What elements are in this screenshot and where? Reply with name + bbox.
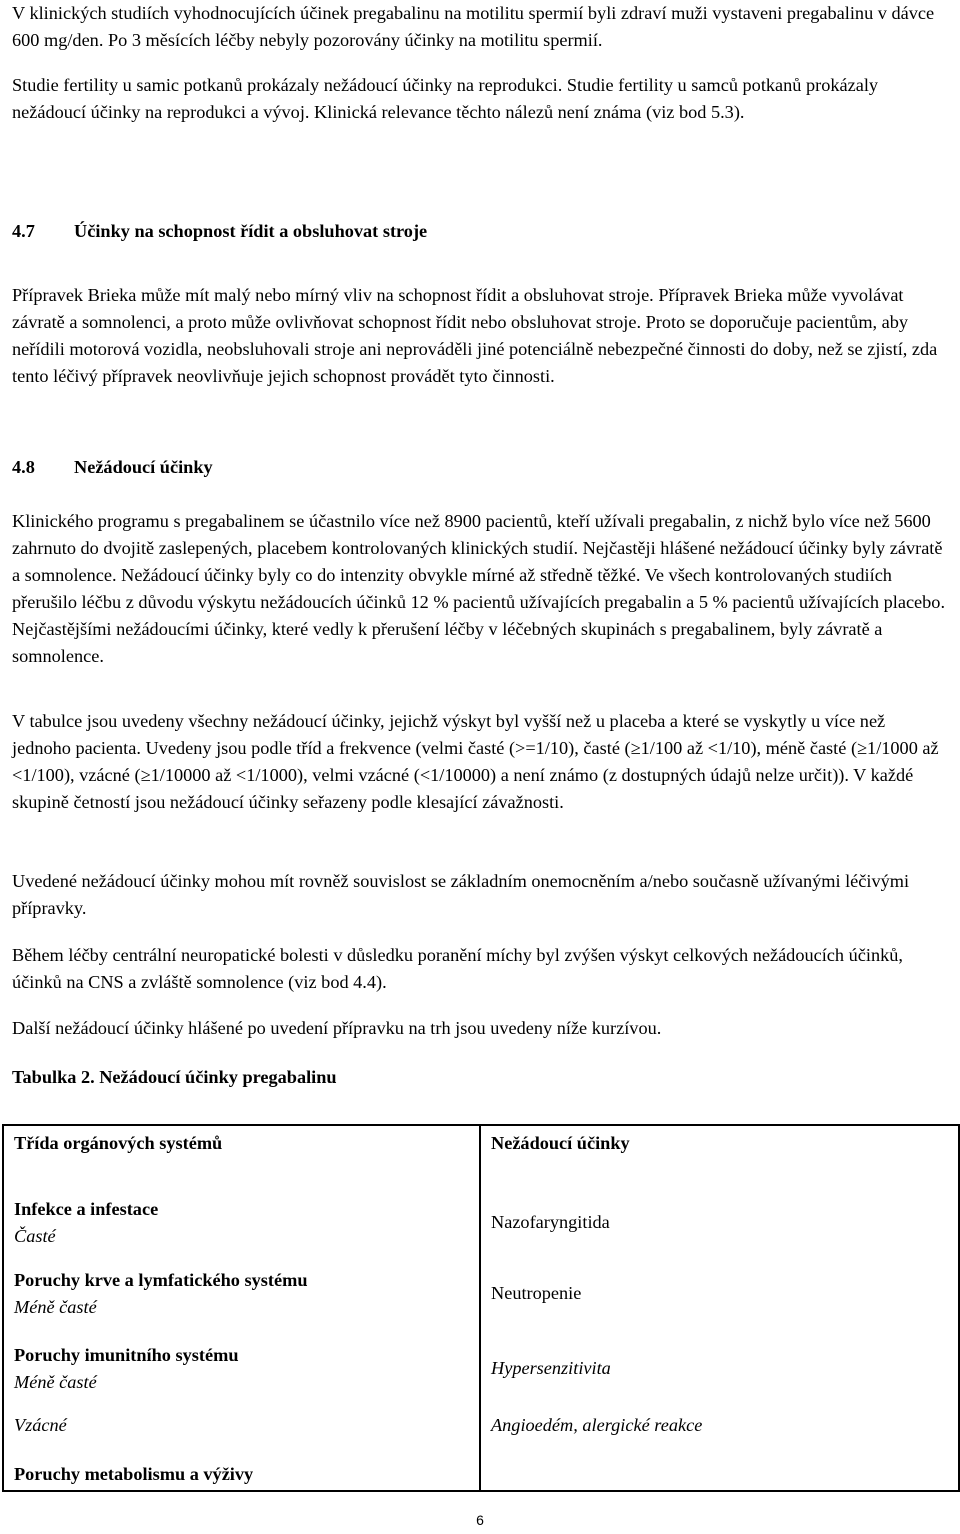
section-4-8-paragraph-5	[12, 1015, 948, 1042]
table-row	[3, 1186, 959, 1267]
header-cell-class	[3, 1125, 480, 1186]
organ-class: Infekce a infestace	[14, 1199, 159, 1219]
header-effects-label: Nežádoucí účinky	[491, 1133, 630, 1153]
organ-class: Poruchy imunitního systému	[14, 1345, 239, 1365]
effect-cell	[480, 1267, 959, 1342]
adverse-effects-table	[2, 1124, 960, 1492]
section-4-8-paragraph-3	[12, 868, 948, 922]
postmarketing-paragraph: Další nežádoucí účinky hlášené po uvedení přípravku na trh jsou uvedeny níže kurzívou.	[12, 1018, 662, 1038]
class-cell	[3, 1461, 480, 1491]
header-class-label: Třída orgánových systémů	[14, 1133, 223, 1153]
section-title: Účinky na schopnost řídit a obsluhovat stroje	[74, 221, 428, 241]
frequency: Vzácné	[14, 1415, 67, 1435]
spinal-paragraph: Během léčby centrální neuropatické bolesti v důsledku poranění míchy byl zvýšen výskyt celkových nežádoucích účinků, účinků na CNS a zvláště somnolence (viz bod 4.4).	[12, 945, 903, 992]
driving-paragraph: Přípravek Brieka může mít malý nebo mírný vliv na schopnost řídit a obsluhovat stroje. Přípravek Brieka může vyvolávat závratě a somnolenci, a proto může ovlivňovat schopnost řídit nebo obsluhovat stroje. Proto se doporučuje pacientům, aby neřídili motorová vozidla, neobsluhovali stroje ani neprováděli jiné potenciálně nebezpečné činnosti do doby, než se zjistí, zda tento léčivý přípravek neovlivňuje jejich schopnost provádět tyto činnosti.	[12, 285, 938, 386]
section-title: Nežádoucí účinky	[74, 457, 213, 477]
effect: Neutropenie	[491, 1283, 582, 1303]
intro-paragraph-2	[12, 72, 948, 126]
header-cell-effects	[480, 1125, 959, 1186]
class-cell	[3, 1342, 480, 1412]
frequency: Časté	[14, 1226, 56, 1246]
table-row	[3, 1412, 959, 1461]
organ-class: Poruchy metabolismu a výživy	[14, 1464, 254, 1484]
section-4-8-paragraph-4	[12, 942, 948, 996]
class-cell	[3, 1412, 480, 1461]
effect-cell	[480, 1186, 959, 1267]
section-4-8-paragraph-1	[12, 508, 948, 670]
page-number: 6	[476, 1512, 484, 1528]
effect-cell	[480, 1342, 959, 1412]
section-4-7-heading	[12, 218, 948, 245]
table-row	[3, 1461, 959, 1491]
effect-cell	[480, 1461, 959, 1491]
frequency: Méně časté	[14, 1297, 97, 1317]
effect-cell	[480, 1412, 959, 1461]
intro-text-1: V klinických studiích vyhodnocujících účinek pregabalinu na motilitu spermií byli zdraví muži vystaveni pregabalinu v dávce 600 mg/den. Po 3 měsících léčby nebyly pozorovány účinky na motilitu spermií.	[12, 3, 935, 50]
section-4-7-text	[12, 282, 948, 390]
program-paragraph: Klinického programu s pregabalinem se účastnilo více než 8900 pacientů, kteří užívali pregabalin, z nichž bylo více než 5600 zahrnuto do dvojitě zaslepených, placebem kontrolovaných klinických studií. Nejčastěji hlášené nežádoucí účinky byly závratě a somnolence. Nežádoucí účinky byly co do intenzity obvykle mírné až středně těžké. Ve všech kontrolovaných studiích přerušilo léčbu z důvodu výskytu nežádoucích účinků 12 % pacientů užívajících pregabalin a 5 % pacientů užívajících placebo. Nejčastějšími nežádoucími účinky, které vedly k přerušení léčby v léčebných skupinách s pregabalinem, byly závratě a somnolence.	[12, 511, 946, 666]
section-number: 4.8	[12, 457, 35, 477]
table-row	[3, 1267, 959, 1342]
organ-class: Poruchy krve a lymfatického systému	[14, 1270, 308, 1290]
class-cell	[3, 1186, 480, 1267]
section-4-8-heading	[12, 454, 948, 481]
table-header-row	[3, 1125, 959, 1186]
section-4-8-paragraph-2	[12, 708, 948, 816]
table-row	[3, 1342, 959, 1412]
frequency: Méně časté	[14, 1372, 97, 1392]
effect: Hypersenzitivita	[491, 1358, 611, 1378]
association-paragraph: Uvedené nežádoucí účinky mohou mít rovněž souvislost se základním onemocněním a/nebo současně užívanými léčivými přípravky.	[12, 871, 910, 918]
class-cell	[3, 1267, 480, 1342]
frequency-paragraph: V tabulce jsou uvedeny všechny nežádoucí účinky, jejichž výskyt byl vyšší než u placeba a které se vyskytly u více než jednoho pacienta. Uvedeny jsou podle tříd a frekvence (velmi časté (>=1/10), časté (≥1/100 až <1/10), méně časté (≥1/1000 až <1/100), vzácné (≥1/10000 až <1/1000), velmi vzácné (<1/10000) a není známo (z dostupných údajů nelze určit)). V každé skupině četností jsou nežádoucí účinky seřazeny podle klesající závažnosti.	[12, 711, 939, 812]
intro-paragraph-1	[12, 0, 948, 54]
intro-text-2: Studie fertility u samic potkanů prokázaly nežádoucí účinky na reprodukci. Studie fertility u samců potkanů prokázaly nežádoucí účinky na reprodukci a vývoj. Klinická relevance těchto nálezů není známa (viz bod 5.3).	[12, 75, 879, 122]
effect: Nazofaryngitida	[491, 1212, 610, 1232]
effect: Angioedém, alergické reakce	[491, 1415, 703, 1435]
table-caption-text: Tabulka 2. Nežádoucí účinky pregabalinu	[12, 1067, 337, 1087]
table-caption	[12, 1064, 948, 1091]
section-number: 4.7	[12, 221, 35, 241]
